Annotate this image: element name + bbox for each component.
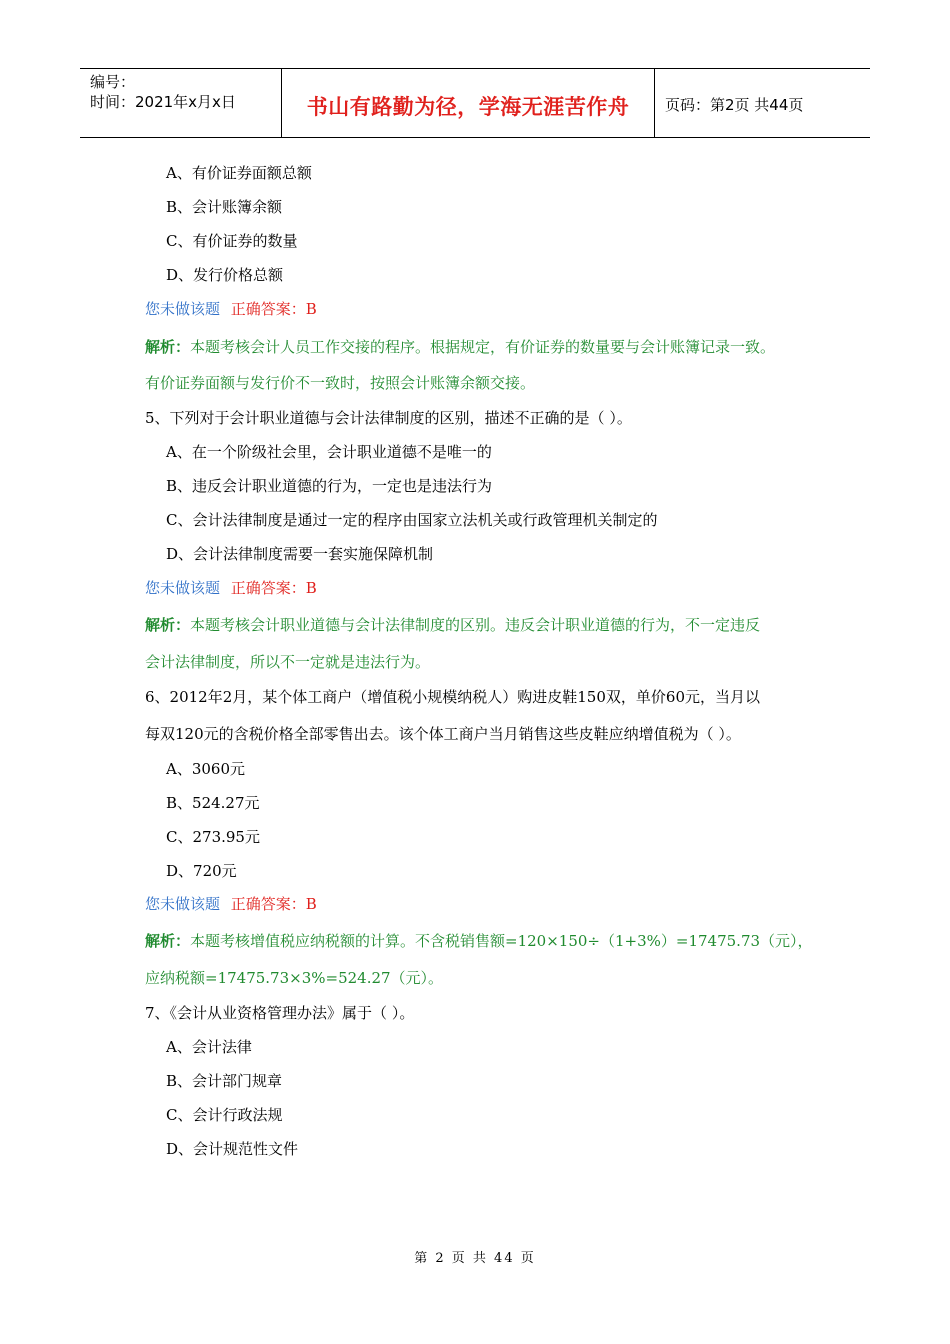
q6-status (145, 893, 317, 914)
q6-stem-line2: 每双120元的含税价格全部零售出去。该个体工商户当月销售这些皮鞋应纳增值税为（ ）。 (145, 725, 741, 743)
analysis-label: 解析： (145, 338, 191, 356)
q7-option-a: A、会计法律 (166, 1038, 252, 1056)
q4-analysis (145, 336, 775, 357)
q6-option-a: A、3060元 (166, 760, 246, 778)
q5-analysis (145, 614, 760, 635)
header-left-cell (80, 69, 282, 137)
q5-option-b: B、违反会计职业道德的行为，一定也是违法行为 (166, 477, 493, 495)
date-label: 时间：2021年x月x日 (90, 93, 236, 111)
q4-analysis-line2: 有价证券面额与发行价不一致时，按照会计账簿余额交接。 (145, 374, 536, 392)
q7-option-c: C、会计行政法规 (166, 1106, 283, 1124)
q4-option-c: C、有价证券的数量 (166, 232, 298, 250)
q7-stem: 7、《会计从业资格管理办法》属于（ ）。 (145, 1004, 415, 1022)
page-info: 页码：第2页 共44页 (665, 96, 804, 114)
q5-option-d: D、会计法律制度需要一套实施保障机制 (166, 545, 434, 563)
analysis-text: 本题考核会计人员工作交接的程序。根据规定，有价证券的数量要与会计账簿记录一致。 (190, 338, 776, 356)
code-label: 编号： (90, 73, 136, 91)
page-footer: 第 2 页 共 44 页 (414, 1251, 536, 1266)
q4-option-b: B、会计账簿余额 (166, 198, 283, 216)
correct-answer: 正确答案：B (230, 895, 317, 913)
not-done-text: 您未做该题 (145, 300, 221, 318)
motto: 书山有路勤为径，学海无涯苦作舟 (306, 95, 630, 119)
q7-option-d: D、会计规范性文件 (166, 1140, 299, 1158)
analysis-label: 解析： (145, 616, 191, 634)
q7-option-b: B、会计部门规章 (166, 1072, 283, 1090)
q6-option-b: B、524.27元 (166, 794, 260, 812)
q4-option-d: D、发行价格总额 (166, 266, 284, 284)
correct-answer: 正确答案：B (230, 300, 317, 318)
not-done-text: 您未做该题 (145, 895, 221, 913)
correct-answer: 正确答案：B (230, 579, 317, 597)
not-done-text: 您未做该题 (145, 579, 221, 597)
q5-analysis-line2: 会计法律制度，所以不一定就是违法行为。 (145, 653, 431, 671)
q5-option-a: A、在一个阶级社会里，会计职业道德不是唯一的 (166, 443, 492, 461)
analysis-text: 本题考核增值税应纳税额的计算。不含税销售额=120×150÷（1+3%）=17475.73（元）， (190, 932, 813, 950)
analysis-label: 解析： (145, 932, 191, 950)
page-header (80, 68, 870, 138)
q4-option-a: A、有价证券面额总额 (166, 164, 312, 182)
q5-status (145, 577, 317, 598)
q4-status (145, 298, 317, 319)
q5-stem: 5、下列对于会计职业道德与会计法律制度的区别，描述不正确的是（ ）。 (145, 409, 632, 427)
analysis-text: 本题考核会计职业道德与会计法律制度的区别。违反会计职业道德的行为，不一定违反 (190, 616, 761, 634)
q6-option-d: D、720元 (166, 862, 237, 880)
q6-option-c: C、273.95元 (166, 828, 260, 846)
header-right-cell (655, 69, 870, 137)
q5-option-c: C、会计法律制度是通过一定的程序由国家立法机关或行政管理机关制定的 (166, 511, 658, 529)
q6-stem-line1: 6、2012年2月，某个体工商户（增值税小规模纳税人）购进皮鞋150双，单价60元，当月以 (145, 688, 760, 706)
q6-analysis (145, 930, 813, 951)
q6-analysis-line2: 应纳税额=17475.73×3%=524.27（元）。 (145, 969, 444, 987)
header-middle-cell (282, 69, 655, 137)
